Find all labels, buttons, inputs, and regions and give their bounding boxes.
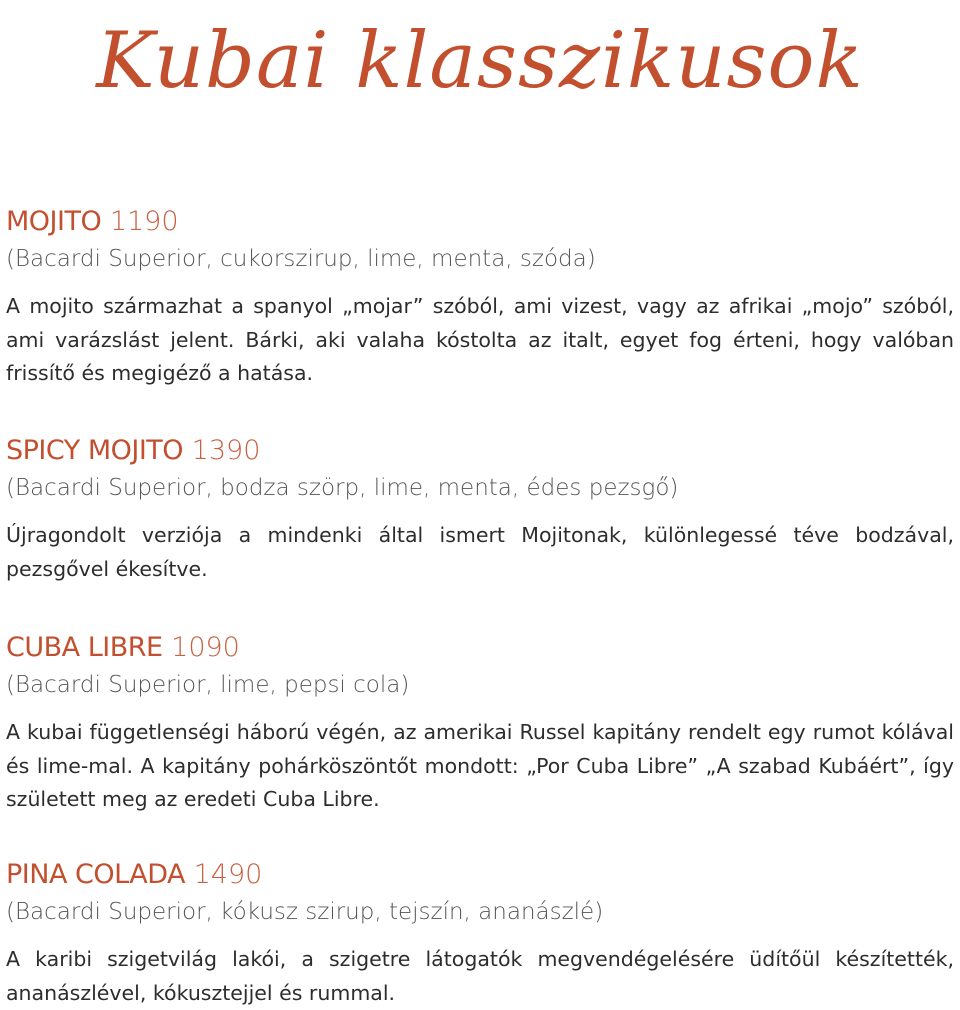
item-header (6, 857, 954, 893)
item-price: 1090 (171, 632, 240, 663)
menu-item-pina-colada (6, 857, 954, 1010)
item-price: 1190 (109, 206, 179, 237)
item-header (6, 630, 954, 666)
item-description: A karibi szigetvilág lakói, a szigetre látogatók megvendégelésére üdítőül készítették, ananászlével, kókusztejjel és rummal. (6, 947, 954, 1005)
menu-item-spicy-mojito (6, 433, 954, 586)
item-description: A mojito származhat a spanyol „mojar” szóból, ami vizest, vagy az afrikai „mojo” szóból, ami varázslást jelent. Bárki, aki valaha kóstolta az italt, egyet fog érteni, hogy valóban frissítő és megigéző a hatása. (6, 294, 954, 385)
item-description: A kubai függetlenségi háború végén, az amerikai Russel kapitány rendelt egy rumot kólával és lime-mal. A kapitány pohárköszöntőt mondott: „Por Cuba Libre” „A szabad Kubáért”, így született meg az eredeti Cuba Libre. (6, 720, 954, 811)
item-name: MOJITO (6, 206, 102, 237)
item-name: SPICY MOJITO (6, 435, 184, 466)
menu-item-cuba-libre (6, 630, 954, 817)
item-ingredients: (Bacardi Superior, bodza szörp, lime, menta, édes pezsgő) (6, 475, 679, 501)
item-header (6, 433, 954, 469)
item-name: PINA COLADA (6, 859, 186, 890)
item-header (6, 204, 954, 240)
item-price: 1390 (191, 435, 261, 466)
item-ingredients: (Bacardi Superior, kókusz szirup, tejszín, ananászlé) (6, 899, 604, 925)
item-price: 1490 (193, 859, 263, 890)
page-title: Kubai klasszikusok (96, 16, 864, 106)
item-name: CUBA LIBRE (6, 632, 163, 663)
menu-item-mojito (6, 204, 954, 391)
item-ingredients: (Bacardi Superior, lime, pepsi cola) (6, 672, 410, 698)
item-description: Újragondolt verziója a mindenki által ismert Mojitonak, különlegessé téve bodzával, pezsgővel ékesítve. (6, 523, 954, 581)
item-ingredients: (Bacardi Superior, cukorszirup, lime, menta, szóda) (6, 246, 596, 272)
